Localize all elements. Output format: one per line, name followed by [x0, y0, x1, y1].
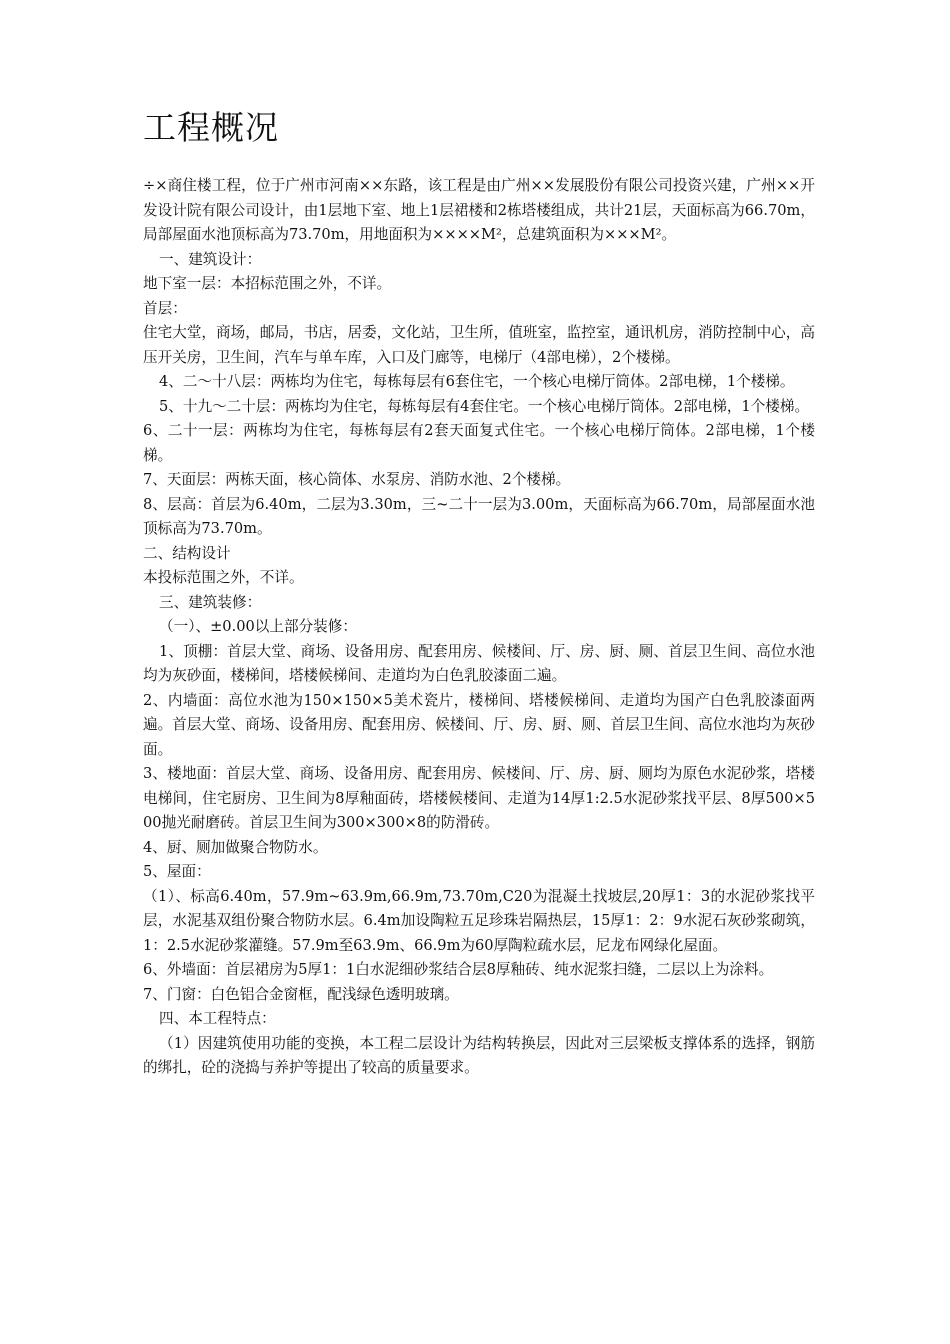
paragraph-p3: 首层： — [143, 299, 187, 317]
paragraph-p1: 一、建筑设计： — [159, 250, 262, 268]
paragraph-p18: 5、屋面： — [143, 863, 211, 880]
document-body — [143, 174, 815, 1081]
paragraph-p9: 8、层高：首层为6.40m，二层为3.30m，三~二十一层为3.00m，天面标高为66.70m，局部屋面水池顶标高为73.70m。 — [143, 495, 815, 537]
paragraph-p23: （1）因建筑使用功能的变换，本工程二层设计为结构转换层，因此对三层梁板支撑体系的选择，钢筋的绑扎，砼的浇捣与养护等提出了较高的质量要求。 — [143, 1034, 815, 1076]
paragraph-p4: 住宅大堂，商场，邮局，书店，居委，文化站，卫生所，值班室，监控室，通讯机房，消防控制中心，高压开关房，卫生间，汽车与单车库，入口及门廊等，电梯厅（4部电梯），2个楼梯。 — [143, 324, 815, 366]
document-title: 工程概况 — [143, 108, 279, 147]
paragraph-p19: （1）、标高6.40m，57.9m~63.9m,66.9m,73.70m,C20为混凝土找坡层,20厚1：3的水泥砂浆找平层，水泥基双组份聚合物防水层。6.4m加设陶粒五足珍珠岩隔热层，15厚1：2：9水泥石灰砂浆砌筑，1：2.5水泥砂浆灌缝。57.9m至63.9m、66.9m为60厚陶粒疏水层，尼龙布网绿化屋面。 — [143, 887, 815, 954]
document-page — [143, 104, 815, 1081]
paragraph-p12: 三、建筑装修： — [159, 593, 262, 611]
paragraph-p14: 1、顶棚：首层大堂、商场、设备用房、配套用房、候楼间、厅、房、厨、厕、首层卫生间、高位水池均为灰砂面，楼梯间，塔楼候梯间、走道均为白色乳胶漆面二遍。 — [143, 642, 815, 684]
paragraph-p2: 地下室一层：本招标范围之外，不详。 — [143, 275, 392, 292]
paragraph-p22: 四、本工程特点： — [159, 1010, 276, 1027]
paragraph-p17: 4、厨、厕加做聚合物防水。 — [143, 838, 328, 856]
paragraph-p0: ÷×商住楼工程，位于广州市河南××东路，该工程是由广州××发展股份有限公司投资兴建，广州××开发设计院有限公司设计，由1层地下室、地上1层裙楼和2栋塔楼组成，共计21层，天面标高为66.70m，局部屋面水池顶标高为73.70m，用地面积为××××M²，总建筑面积为×××M²。 — [143, 177, 815, 243]
paragraph-p10: 二、结构设计 — [143, 544, 231, 562]
paragraph-p16: 3、楼地面：首层大堂、商场、设备用房、配套用房、候楼间、厅、房、厨、厕均为原色水泥砂浆，塔楼电梯间，住宅厨房、卫生间为8厚釉面砖，塔楼候楼间、走道为14厚1:2.5水泥砂浆找平层、8厚500×500抛光耐磨砖。首层卫生间为300×300×8的防滑砖。 — [143, 765, 815, 831]
paragraph-p7: 6、二十一层：两栋均为住宅，每栋每层有2套天面复式住宅。一个核心电梯厅筒体。2部电梯，1个楼梯。 — [143, 422, 815, 464]
paragraph-p6: 5、十九～二十层：两栋均为住宅，每栋每层有4套住宅。一个核心电梯厅筒体。2部电梯，1个楼梯。 — [159, 397, 810, 415]
paragraph-p15: 2、内墙面：高位水池为150×150×5美术瓷片，楼梯间、塔楼候梯间、走道均为国产白色乳胶漆面两遍。首层大堂、商场、设备用房、配套用房、候楼间、厅、房、厨、厕、首层卫生间、高位水池均为灰砂面。 — [143, 691, 815, 758]
paragraph-p20: 6、外墙面：首层裙房为5厚1：1白水泥细砂浆结合层8厚釉砖、纯水泥浆扫缝，二层以上为涂料。 — [143, 961, 774, 978]
paragraph-p8: 7、天面层：两栋天面，核心筒体、水泵房、消防水池、2个楼梯。 — [143, 471, 571, 488]
paragraph-p5: 4、二～十八层：两栋均为住宅，每栋每层有6套住宅，一个核心电梯厅筒体。2部电梯，1个楼梯。 — [159, 373, 795, 390]
paragraph-p13: （一）、±0.00以上部分装修： — [159, 618, 357, 635]
paragraph-p11: 本投标范围之外，不详。 — [143, 569, 304, 586]
paragraph-p21: 7、门窗：白色铝合金窗框，配浅绿色透明玻璃。 — [143, 985, 459, 1003]
